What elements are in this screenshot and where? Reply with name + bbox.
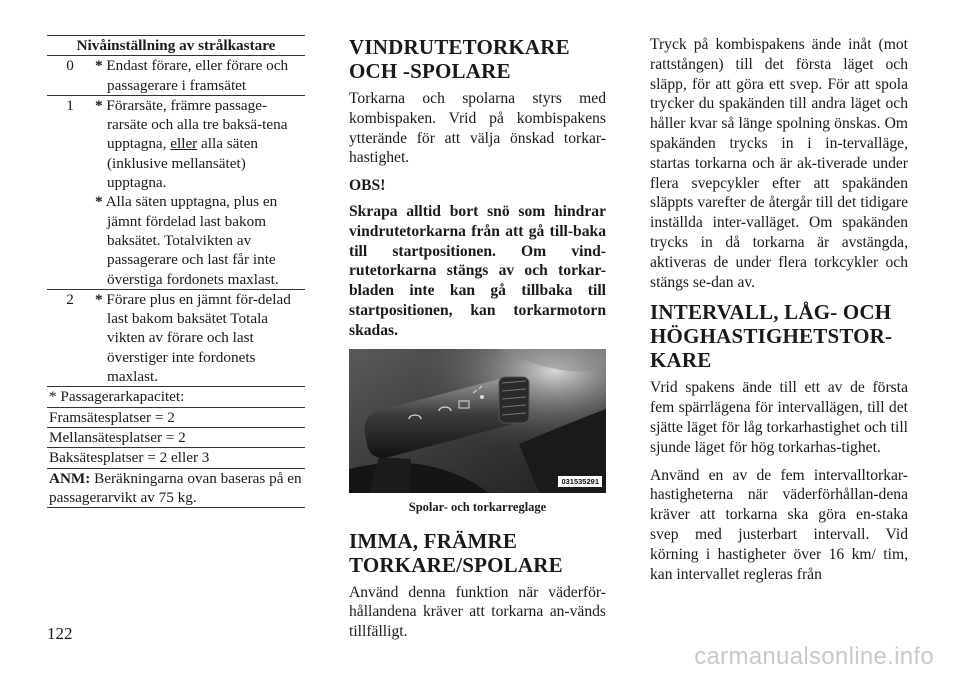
interval-paragraph: Använd en av de fem intervalltorkar-hastigheterna när väderförhållan-dena kräver att torkarna ska göra en-staka svep med justerbart intervall. Vid körning i hastigheter över 16 km/ tim, kan intervallet regleras från [650,466,908,583]
capacity-row [47,448,305,468]
table-title: Nivåinställning av strålkastare [47,36,305,56]
wiper-section-column [349,35,606,650]
capacity-row [47,407,305,427]
level-cell [47,192,93,289]
mist-paragraph: Använd denna funktion när väderför-hållandena kräver att torkarna an-vänds tillfälligt. [349,583,606,641]
description-cell: * Endast förare, eller förare och passagerare i framsätet [95,57,289,94]
intermittent-section-column [650,35,908,592]
capacity-title-row [47,387,305,407]
table-row [47,192,305,289]
watermark: carmanualsonline.info [694,643,934,670]
photo-caption: Spolar- och torkarreglage [408,499,547,514]
speed-paragraph: Vrid spakens ände till ett av de första fem spärrlägena för intervallägen, till det sjätte läget för låg torkarhastighet och till sjunde läget för hög torkarhas-tighet. [650,379,908,456]
wiper-heading: VINDRUTETORKARE OCH -SPOLARE [349,35,570,83]
description-cell: * Förarsäte, främre passage-rarsäte och alla tre baksä-tena upptagna, eller alla säten (inklusive mellansätet) upptagna. [93,95,305,192]
warning-paragraph: Skrapa alltid bort snö som hindrar vindrutetorkarna från att gå till-baka till startpositionen. Om vind-rutetorkarna stängs av och torkar-bladen inte kan gå tillbaka till startpositionen, kan torkarmotorn skadas. [349,202,606,339]
description-cell: * Alla säten upptagna, plus en jämnt fördelad last bakom baksätet. Totalvikten av passagerare och last får inte överstiga fordonets maxlast. [95,193,279,288]
capacity-front: Framsätesplatser = 2 [47,407,305,427]
capacity-middle: Mellansätesplatser = 2 [47,427,305,447]
note-row [47,468,305,508]
wiper-intro-paragraph: Torkarna och spolarna styrs med kombispaken. Vrid på kombispakens ytterände för att välja önskad torkar-hastighet. [349,90,606,167]
wiper-stalk-photo [349,349,606,493]
description-cell: * Förare plus en jämnt för-delad last bakom baksätet Totala vikten av förare och last överstiger inte fordonets maxlast. [93,289,305,386]
note-label: ANM: [49,469,91,487]
push-stalk-paragraph: Tryck på kombispakens ände inåt (mot rattstången) till det första läget och släpp, för att göra ett svep. För att spola trycker du spakänden till andra läget och håller kvar så länge spolning önskas. Om spakänden trycks in i in-tervalläge, startas torkarna och är ak-tiverade under flera svepcykler efter att spakänden släppts varefter de återgår till det tidigare inställda inter-valläget. Om spakänden trycks in då torkarna är avstängda, aktiveras de under flera torkcykler och stängs se-dan av. [650,36,908,291]
note-cell [47,468,305,508]
speed-heading: INTERVALL, LÅG- OCH HÖGHASTIGHETSTOR-KARE [650,300,893,373]
capacity-row [47,427,305,447]
page-number: 122 [47,624,73,643]
capacity-rear: Baksätesplatser = 2 eller 3 [47,448,305,468]
table-row [47,56,305,96]
image-reference-id: 031535291 [558,476,602,487]
headlamp-level-table-column [47,35,305,508]
table-row [47,289,305,386]
level-cell: 0 [66,57,74,75]
capacity-title: * Passagerarkapacitet: [47,387,305,407]
level-cell: 2 [47,289,93,386]
wiper-stalk-illustration [349,349,606,493]
note-text: Beräkningarna ovan baseras på en passagerarvikt av 75 kg. [49,469,302,506]
headlamp-level-table [47,35,305,508]
underlined-eller: eller [170,135,198,153]
level-cell: 1 [47,95,93,192]
table-row [47,95,305,192]
mist-heading: IMMA, FRÄMRE TORKARE/SPOLARE [349,528,563,577]
obs-label: OBS! [349,177,386,195]
